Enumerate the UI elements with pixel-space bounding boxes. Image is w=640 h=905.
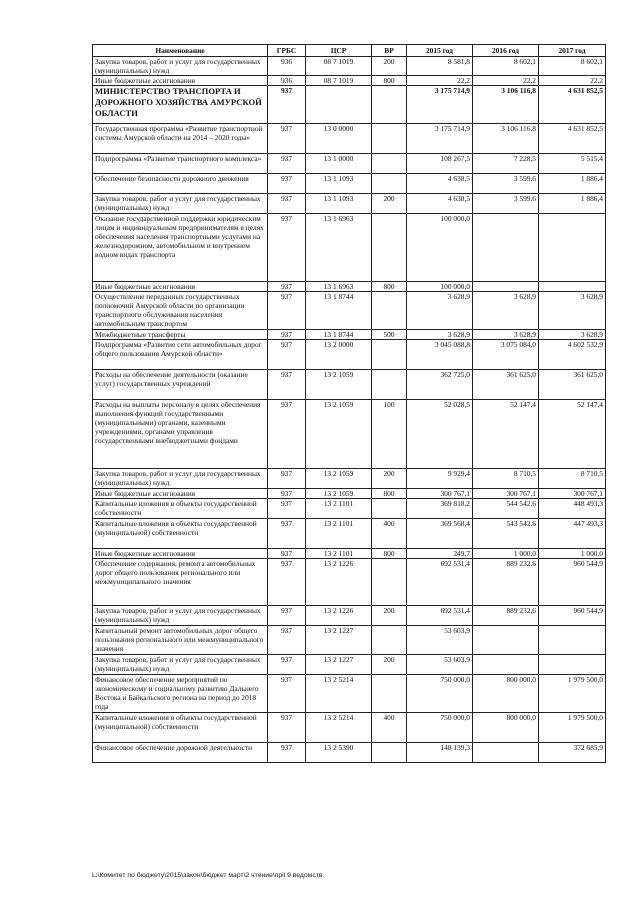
cell-vr (372, 559, 407, 606)
cell-2017: 52 147,4 (539, 400, 606, 469)
cell-grbs: 937 (268, 124, 306, 154)
cell-2015: 750 000,0 (407, 675, 473, 713)
cell-vr (372, 499, 407, 519)
cell-vr: 500 (372, 330, 407, 340)
cell-grbs: 936 (268, 57, 306, 76)
cell-vr: 100 (372, 400, 407, 469)
table-row (93, 606, 606, 626)
table-row (93, 174, 606, 194)
cell-2016: 3 628,9 (473, 330, 539, 340)
budget-table-sheet (92, 44, 606, 763)
cell-2017: 8 602,1 (539, 57, 606, 76)
cell-vr: 400 (372, 713, 407, 743)
table-row (93, 559, 606, 606)
cell-2015: 148 139,3 (407, 743, 473, 763)
cell-2016 (473, 743, 539, 763)
cell-name: Финансовое обеспечение мероприятий по экономическому и социальному развитию Дальнего Востока и Байкальского региона на период до 2018 года (93, 675, 268, 713)
cell-2015: 8 581,8 (407, 57, 473, 76)
cell-name: Обеспечение безопасности дорожного движения (93, 174, 268, 194)
cell-grbs: 937 (268, 675, 306, 713)
cell-name: Финансовое обеспечение дорожной деятельности (93, 743, 268, 763)
table-row (93, 499, 606, 519)
cell-name: Закупка товаров, работ и услуг для государственных (муниципальных) нужд (93, 57, 268, 76)
cell-name: Обеспечение содержания, ремонта автомобильных дорог общего пользования регионального или межмуниципального значения (93, 559, 268, 606)
cell-2015: 692 531,4 (407, 606, 473, 626)
cell-grbs: 937 (268, 292, 306, 330)
cell-name: Закупка товаров, работ и услуг для государственных (муниципальных) нужд (93, 655, 268, 675)
cell-csr: 13 0 0000 (306, 124, 372, 154)
table-row (93, 400, 606, 469)
cell-csr: 13 2 1227 (306, 655, 372, 675)
cell-grbs: 937 (268, 400, 306, 469)
cell-2016: 544 542,6 (473, 499, 539, 519)
table-row (93, 76, 606, 86)
cell-name: Подпрограмма «Развитие транспортного комплекса» (93, 154, 268, 174)
cell-2016 (473, 282, 539, 292)
cell-2016: 3 106 116,8 (473, 86, 539, 124)
cell-grbs: 937 (268, 154, 306, 174)
cell-vr (372, 675, 407, 713)
cell-vr (372, 124, 407, 154)
cell-2016 (473, 655, 539, 675)
cell-name: Оказание государственной поддержки юридическим лицам и индивидуальным предпринимателям в целях обеспечения населения транспортными услугами на железнодорожном, автомобильном и внутреннем водном видах транспорта (93, 214, 268, 282)
cell-grbs: 937 (268, 194, 306, 214)
table-row (93, 675, 606, 713)
cell-csr: 13 1 1093 (306, 174, 372, 194)
cell-vr: 800 (372, 76, 407, 86)
cell-2016: 22,2 (473, 76, 539, 86)
budget-table (92, 44, 606, 763)
cell-2015: 9 929,4 (407, 469, 473, 489)
cell-2017: 361 625,0 (539, 370, 606, 400)
cell-csr: 08 7 1019 (306, 76, 372, 86)
cell-2015: 369 818,2 (407, 499, 473, 519)
table-row (93, 370, 606, 400)
cell-2016: 800 000,0 (473, 675, 539, 713)
cell-name: Межбюджетные трансферты (93, 330, 268, 340)
cell-2017 (539, 626, 606, 655)
cell-csr: 13 1 8744 (306, 330, 372, 340)
cell-csr: 13 2 1059 (306, 489, 372, 499)
cell-2016: 3 599,6 (473, 194, 539, 214)
cell-csr: 13 1 6963 (306, 214, 372, 282)
cell-2016: 8 602,1 (473, 57, 539, 76)
table-row (93, 340, 606, 370)
table-row (93, 626, 606, 655)
table-header-row (93, 45, 606, 57)
table-row (93, 282, 606, 292)
cell-vr: 200 (372, 194, 407, 214)
cell-2016: 3 106 116,8 (473, 124, 539, 154)
cell-2016: 1 000,0 (473, 549, 539, 559)
cell-name: Иные бюджетные ассигнования (93, 549, 268, 559)
cell-2016: 543 542,6 (473, 519, 539, 549)
cell-grbs: 937 (268, 606, 306, 626)
cell-vr (372, 743, 407, 763)
cell-vr: 400 (372, 519, 407, 549)
cell-2015: 100 000,0 (407, 282, 473, 292)
cell-csr (306, 86, 372, 124)
cell-name: Иные бюджетные ассигнования (93, 489, 268, 499)
cell-2015: 750 000,0 (407, 713, 473, 743)
header-csr: ЦСР (306, 45, 372, 57)
cell-vr (372, 626, 407, 655)
cell-grbs: 937 (268, 340, 306, 370)
cell-name: Подпрограмма «Развитие сети автомобильных дорог общего пользования Амурской области» (93, 340, 268, 370)
table-row (93, 292, 606, 330)
table-row (93, 469, 606, 489)
table-row (93, 86, 606, 124)
cell-grbs: 937 (268, 655, 306, 675)
cell-2016: 889 232,6 (473, 606, 539, 626)
cell-2015: 3 175 714,9 (407, 86, 473, 124)
table-row (93, 124, 606, 154)
cell-name: Расходы на выплаты персоналу в целях обеспечения выполнения функций государственными (муниципальными) органами, казенными учреждениями, органами управления государственными внебюджетными фондами (93, 400, 268, 469)
cell-csr: 08 7 1019 (306, 57, 372, 76)
cell-csr: 13 2 1226 (306, 606, 372, 626)
cell-2015: 108 267,5 (407, 154, 473, 174)
cell-vr: 200 (372, 606, 407, 626)
cell-name: Государственная программа «Развитие транспортной системы Амурской области на 2014 – 2020 годы» (93, 124, 268, 154)
cell-2015: 362 725,0 (407, 370, 473, 400)
cell-2016: 52 147,4 (473, 400, 539, 469)
cell-grbs: 937 (268, 330, 306, 340)
cell-vr (372, 340, 407, 370)
cell-csr: 13 1 6963 (306, 282, 372, 292)
cell-vr (372, 370, 407, 400)
header-2016: 2016 год (473, 45, 539, 57)
cell-2017 (539, 214, 606, 282)
cell-2017: 1 886,4 (539, 174, 606, 194)
cell-grbs: 937 (268, 499, 306, 519)
cell-2017: 1 000,0 (539, 549, 606, 559)
cell-grbs: 937 (268, 469, 306, 489)
cell-csr: 13 2 1059 (306, 469, 372, 489)
table-row (93, 57, 606, 76)
cell-grbs: 937 (268, 549, 306, 559)
cell-csr: 13 1 0000 (306, 154, 372, 174)
cell-grbs: 937 (268, 489, 306, 499)
cell-name: Капитальные вложения в объекты государственной (муниципальной) собственности (93, 713, 268, 743)
table-row (93, 489, 606, 499)
cell-csr: 13 2 1101 (306, 549, 372, 559)
cell-2016: 3 075 084,0 (473, 340, 539, 370)
cell-csr: 13 2 1227 (306, 626, 372, 655)
cell-name: Иные бюджетные ассигнования (93, 282, 268, 292)
table-row (93, 713, 606, 743)
cell-vr: 200 (372, 57, 407, 76)
header-vr: ВР (372, 45, 407, 57)
table-row (93, 549, 606, 559)
table-row (93, 743, 606, 763)
cell-2016: 361 625,0 (473, 370, 539, 400)
header-2017: 2017 год (539, 45, 606, 57)
cell-csr: 13 2 1059 (306, 370, 372, 400)
cell-vr: 200 (372, 655, 407, 675)
cell-name: МИНИСТЕРСТВО ТРАНСПОРТА И ДОРОЖНОГО ХОЗЯЙСТВА АМУРСКОЙ ОБЛАСТИ (93, 86, 268, 124)
cell-2017: 960 544,9 (539, 606, 606, 626)
cell-grbs: 937 (268, 713, 306, 743)
cell-name: Иные бюджетные ассигнования (93, 76, 268, 86)
cell-2017: 22,2 (539, 76, 606, 86)
cell-vr: 800 (372, 489, 407, 499)
cell-vr (372, 174, 407, 194)
cell-csr: 13 2 0000 (306, 340, 372, 370)
table-row (93, 519, 606, 549)
cell-name: Осуществление переданных государственных полномочий Амурской области по организации транспортного обслуживания населения автомобильным транспортом (93, 292, 268, 330)
cell-2015: 369 568,4 (407, 519, 473, 549)
cell-vr (372, 154, 407, 174)
file-path-footer: L:\Комитет по бюджету\2015\закон\бюджет март\2 чтение\прil 9 ведомств. (92, 872, 325, 879)
cell-name: Закупка товаров, работ и услуг для государственных (муниципальных) нужд (93, 194, 268, 214)
cell-2017: 8 710,5 (539, 469, 606, 489)
cell-2017: 300 767,1 (539, 489, 606, 499)
cell-grbs: 937 (268, 559, 306, 606)
cell-2016: 7 228,5 (473, 154, 539, 174)
cell-2016: 3 599,6 (473, 174, 539, 194)
cell-2015: 3 045 088,8 (407, 340, 473, 370)
cell-2016: 3 628,9 (473, 292, 539, 330)
header-name: Наименование (93, 45, 268, 57)
cell-csr: 13 2 5390 (306, 743, 372, 763)
cell-2015: 53 603,9 (407, 655, 473, 675)
cell-2017: 4 602 532,9 (539, 340, 606, 370)
cell-grbs: 937 (268, 519, 306, 549)
table-row (93, 214, 606, 282)
cell-2017: 448 493,3 (539, 499, 606, 519)
cell-2016: 800 000,0 (473, 713, 539, 743)
cell-name: Закупка товаров, работ и услуг для государственных (муниципальных) нужд (93, 606, 268, 626)
cell-2015: 52 028,5 (407, 400, 473, 469)
table-row (93, 330, 606, 340)
cell-vr (372, 292, 407, 330)
cell-2017: 1 979 500,0 (539, 713, 606, 743)
cell-grbs: 937 (268, 282, 306, 292)
cell-2015: 692 531,4 (407, 559, 473, 606)
cell-2017: 4 631 852,5 (539, 124, 606, 154)
cell-2017: 960 544,9 (539, 559, 606, 606)
cell-2016: 8 710,5 (473, 469, 539, 489)
cell-2015: 249,7 (407, 549, 473, 559)
header-2015: 2015 год (407, 45, 473, 57)
cell-2017: 4 631 852,5 (539, 86, 606, 124)
cell-2015: 3 628,9 (407, 330, 473, 340)
cell-2017: 1 979 500,0 (539, 675, 606, 713)
cell-2016 (473, 626, 539, 655)
cell-csr: 13 1 8744 (306, 292, 372, 330)
cell-2015: 3 175 714,9 (407, 124, 473, 154)
cell-name: Закупка товаров, работ и услуг для государственных (муниципальных) нужд (93, 469, 268, 489)
cell-vr (372, 214, 407, 282)
cell-csr: 13 2 5214 (306, 675, 372, 713)
cell-2015: 22,2 (407, 76, 473, 86)
table-row (93, 154, 606, 174)
cell-2017: 3 628,9 (539, 292, 606, 330)
cell-2015: 100 000,0 (407, 214, 473, 282)
cell-name: Капитальные вложения в объекты государственной (муниципальной) собственности (93, 519, 268, 549)
cell-csr: 13 2 1101 (306, 499, 372, 519)
cell-csr: 13 2 5214 (306, 713, 372, 743)
cell-csr: 13 2 1226 (306, 559, 372, 606)
cell-name: Капитальный ремонт автомобильных дорог общего пользования регионального или межмуниципального значения (93, 626, 268, 655)
cell-csr: 13 1 1093 (306, 194, 372, 214)
cell-vr (372, 86, 407, 124)
cell-2017 (539, 655, 606, 675)
table-row (93, 194, 606, 214)
cell-grbs: 937 (268, 86, 306, 124)
cell-grbs: 937 (268, 743, 306, 763)
cell-2016 (473, 214, 539, 282)
cell-name: Расходы на обеспечение деятельности (оказание услуг) государственных учреждений (93, 370, 268, 400)
cell-2015: 300 767,1 (407, 489, 473, 499)
cell-csr: 13 2 1059 (306, 400, 372, 469)
cell-2016: 889 232,6 (473, 559, 539, 606)
cell-grbs: 936 (268, 76, 306, 86)
cell-grbs: 937 (268, 214, 306, 282)
cell-2015: 3 628,9 (407, 292, 473, 330)
cell-vr: 800 (372, 549, 407, 559)
cell-grbs: 937 (268, 370, 306, 400)
cell-2016: 300 767,1 (473, 489, 539, 499)
cell-vr: 800 (372, 282, 407, 292)
cell-2017: 1 886,4 (539, 194, 606, 214)
cell-csr: 13 2 1101 (306, 519, 372, 549)
cell-name: Капитальные вложения в объекты государственной собственности (93, 499, 268, 519)
cell-2015: 53 603,9 (407, 626, 473, 655)
table-row (93, 655, 606, 675)
cell-grbs: 937 (268, 174, 306, 194)
cell-2017: 3 628,9 (539, 330, 606, 340)
cell-2017: 5 515,4 (539, 154, 606, 174)
cell-2015: 4 638,5 (407, 174, 473, 194)
cell-grbs: 937 (268, 626, 306, 655)
cell-vr: 200 (372, 469, 407, 489)
cell-2017: 447 493,3 (539, 519, 606, 549)
cell-2017: 372 685,9 (539, 743, 606, 763)
cell-2015: 4 638,5 (407, 194, 473, 214)
header-grbs: ГРБС (268, 45, 306, 57)
cell-2017 (539, 282, 606, 292)
